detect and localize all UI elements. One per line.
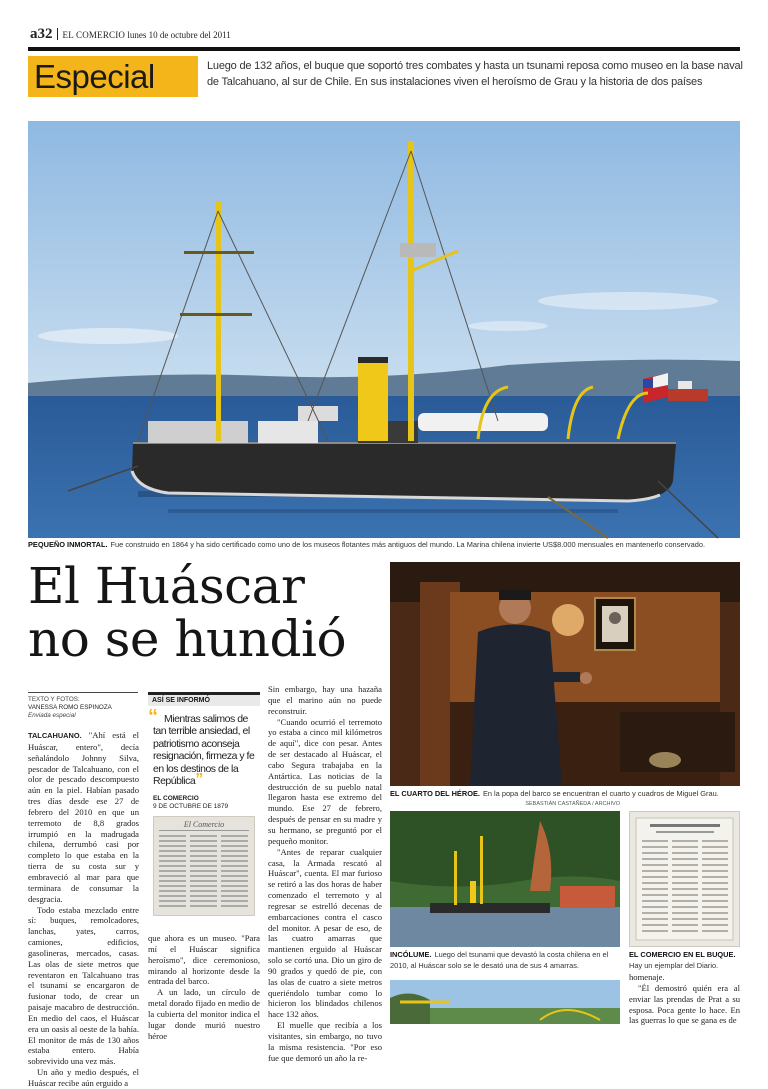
section-label: Especial [28,56,198,97]
main-photo [28,121,740,538]
headline-line-2: no se hundió [28,610,347,668]
framed-newspaper-image [630,812,739,946]
deck-photo [390,980,620,1024]
harbor-photo-caption [390,949,620,971]
article-text: "Ahí está el Huáscar, entero", decía señalándolo Johnny Silva, pescador de Talcahuano, con el olor de pescado descompuesto aún en la piel. Habían pasado tres días desde ese 27 de febrero del 2010 en que un terremoto de 8,8 grados irrumpió en la madrugada chilena, derrumbó casi por completo lo que estaba en la tierra de su costa sur y embraveció al mar para que terminara de consumar la desgracia. [28,730,139,904]
article-column-2 [148,933,260,1041]
byline-role: Enviada especial [28,712,76,719]
box-label: ASÍ SE INFORMÓ [148,695,260,706]
main-caption-text: Fue construido en 1864 y ha sido certificado como uno de los museos flotantes más antiguos del mundo. La Marina chilena invierte US$8.000 mensuales en mantenerlo conservado. [110,540,706,549]
article-paragraph: Sin embargo, hay una hazaña que el marino aún no puede reconstruir. [268,684,382,716]
main-photo-caption [28,539,740,550]
article-dateline: TALCAHUANO. [28,731,82,740]
open-quote-icon: “ [148,706,158,728]
newspaper-photo-caption [629,949,740,971]
harbor-photo [390,811,620,947]
harbor-caption-text: Luego del tsunami que devastó la costa chilena en el 2010, al Huáscar solo se le desató una de sus 4 amarras. [390,950,609,970]
main-caption-lead: PEQUEÑO INMORTAL. [28,540,108,549]
harbor-caption-lead: INCÓLUME. [390,950,432,959]
article-paragraph: Un año y medio después, el Huáscar recibe aún erguido a [28,1067,139,1088]
page-number: a32 [30,26,53,42]
headline-line-1: El Huáscar [28,557,305,615]
box-quote [148,706,260,789]
box-source-date: 9 DE OCTUBRE DE 1879 [153,803,229,811]
byline-author: VANESSA ROMO ESPINOZA [28,704,112,711]
box-source [148,795,260,811]
article-paragraph: A un lado, un círculo de metal dorado fijado en medio de la cubierta del monitor indica el lugar donde murió nuestro héroe [148,987,260,1041]
cabin-caption-text: En la popa del barco se encuentran el cuarto y cuadros de Miguel Grau. [482,789,719,798]
harbor-image [390,811,620,947]
article-column-1 [28,730,139,1088]
newspaper-caption-lead: EL COMERCIO EN EL BUQUE. [629,950,736,959]
article-paragraph: "Antes de reparar cualquier casa, la Armada rescató al Huáscar", cuenta. El mar furioso se retiró a las dos horas de haber comenzado el terremoto y al regresar se estrelló decenas de embarcaciones contra el casco del monitor. A pesar de eso, de las cuatro amarras que mantienen erguido al Huáscar solo se cortó una. Dio un giro de 90 grados y quedó de pie, con las olas de cuatro a siete metros queriéndolo tumbar como lo hicieron los blindados chilenos hace 132 años. [268,846,382,1020]
article-paragraph: "Él demostró quién era al enviar las prendas de Prat a su esposa. Poca gente lo hace. En las guerras lo que se gana es de [629,982,740,1026]
asi-se-informo-box [148,692,260,927]
old-newspaper-image [154,817,254,915]
cabin-photo [390,562,740,786]
publication-date: lunes 10 de octubre del 2011 [127,30,231,40]
byline [28,692,138,720]
box-quote-text: Mientras salimos de tan terrible ansiedad, el patriotismo aconseja resignación, firmeza y fe en los destinos de la República [153,713,255,788]
article-paragraph: homenaje. [629,972,665,982]
article-paragraph [28,730,139,905]
publication-name: EL COMERCIO [62,30,126,40]
newspaper-display-photo [629,811,740,947]
old-newspaper-thumbnail [153,816,255,916]
huascar-ship-illustration [28,121,740,538]
byline-label: TEXTO Y FOTOS: [28,696,80,703]
headline [28,557,378,668]
page-folio [30,26,231,43]
article-column-3 [268,684,382,1063]
thumb-masthead: El Comercio [183,820,225,830]
cabin-caption-lead: EL CUARTO DEL HÉROE. [390,789,480,798]
grau-cabin-image [390,562,740,786]
close-quote-icon: ” [195,771,203,789]
deck-image [390,980,620,1024]
section-intro: Luego de 132 años, el buque que soportó tres combates y hasta un tsunami reposa como museo en la base naval de Talcahuano, al sur de Chile. En sus instalaciones viven el heroísmo de Grau y la historia de dos países [207,60,743,88]
article-paragraph: Todo estaba mezclado entre sí: buques, remolcadores, lanchas, yates, carros, camiones, edificios, gasolineras, mercados, casas. Las olas de siete metros que reventaron en Talcahuano tras el tsunami se encargaron de fusionar todo, de crear un paisaje macabro de destrucción. En medio del caos, el Huáscar era un oasis al oeste de la bahía. El monitor de más de 130 años estaba entero. Había sobrevivido una vez más. [28,904,139,1067]
article-paragraph: "Cuando ocurrió el terremoto yo estaba a cinco mil kilómetros de aquí", dice con pesar. Antes de ser destacado al Huáscar, el cabo Segura trabajaba en la Antártica. Las noticias de la destrucción de su pueblo natal llegaron hasta ese extremo del mundo. Ese 27 de febrero, después de pensar en su madre y su hermano, se preguntó por el pequeño monitor. [268,716,382,846]
cabin-photo-caption [390,788,742,799]
newspaper-caption-text: Hay un ejemplar del Diario. [629,961,719,970]
photo-credit: SEBASTIÁN CASTAÑEDA / ARCHIVO [525,801,620,807]
article-paragraph: que ahora es un museo. "Para mí el Huáscar significa heroísmo", dice ceremonioso, mirando al horizonte desde la entrada del barco. [148,933,260,987]
article-paragraph: El muelle que recibía a los visitantes, sin embargo, no tuvo la misma resistencia. "Por eso fue que demoró un año la re- [268,1020,382,1063]
article-column-4 [629,972,740,1024]
top-rule [28,47,740,51]
box-source-publication: EL COMERCIO [153,795,199,803]
folio-divider [57,28,58,40]
